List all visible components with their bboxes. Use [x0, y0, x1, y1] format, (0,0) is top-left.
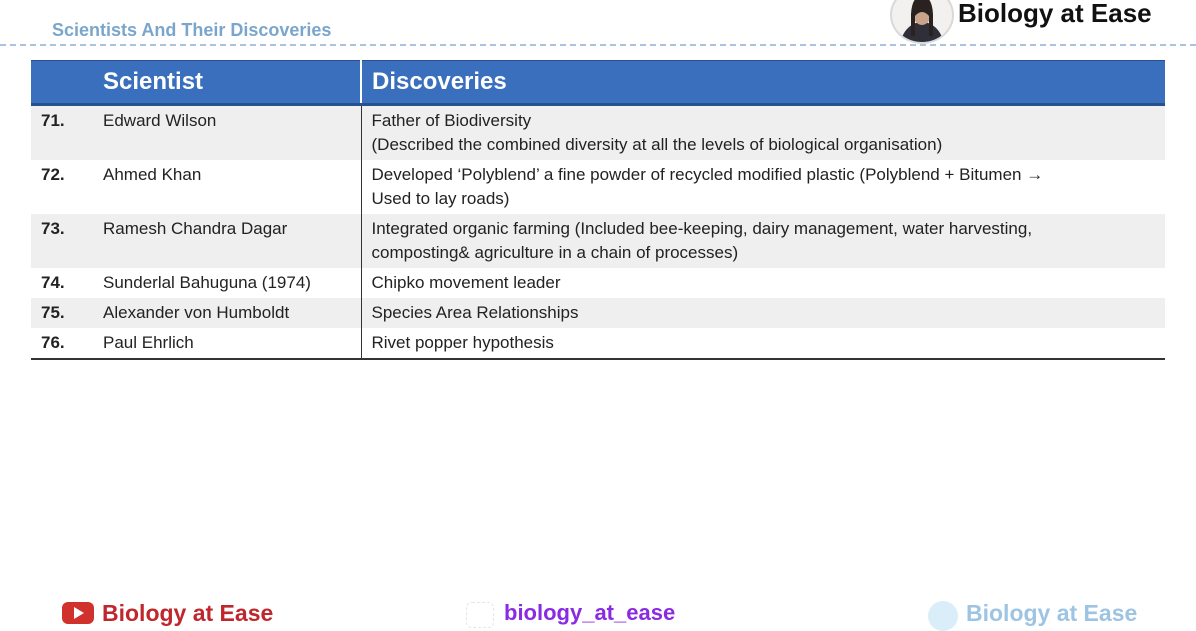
discovery-line: Father of Biodiversity: [371, 111, 532, 130]
dashed-divider: [0, 44, 1196, 46]
presenter-avatar: [890, 0, 954, 44]
discovery-cell: [361, 328, 1165, 359]
discovery-line: Used to lay roads): [371, 189, 510, 208]
table-row: [31, 268, 1165, 298]
row-number: 73.: [31, 214, 93, 268]
row-number: 75.: [31, 298, 93, 328]
youtube-icon[interactable]: [62, 602, 94, 624]
discovery-line: Developed ‘Polyblend’ a fine powder of recycled modified plastic (Polyblend + Bitumen →: [371, 165, 1044, 184]
telegram-channel-link[interactable]: Biology at Ease: [966, 600, 1138, 626]
table-row: [31, 214, 1165, 268]
discovery-line: (Described the combined diversity at all the levels of biological organisation): [371, 135, 943, 154]
table-row: [31, 298, 1165, 328]
scientist-name: Sunderlal Bahuguna (1974): [93, 268, 361, 298]
header-scientist: Scientist: [93, 61, 361, 105]
table-row: [31, 160, 1165, 214]
discovery-line: composting& agriculture in a chain of processes): [371, 243, 739, 262]
discovery-line: Integrated organic farming (Included bee-keeping, dairy management, water harvesting,: [371, 219, 1033, 238]
row-number: 72.: [41, 165, 65, 184]
discovery-line: Rivet popper hypothesis: [371, 333, 554, 352]
row-number: 76.: [31, 328, 93, 359]
row-number: 74.: [41, 273, 65, 292]
instagram-icon[interactable]: [466, 602, 494, 628]
instagram-handle-link[interactable]: biology_at_ease: [504, 600, 676, 625]
scientist-name: Ahmed Khan: [93, 160, 361, 214]
discovery-cell: [361, 105, 1165, 161]
brand-title: Biology at Ease: [958, 0, 1152, 28]
discovery-cell: [361, 298, 1165, 328]
header-discoveries: Discoveries: [361, 61, 1165, 105]
discovery-cell: [361, 160, 1165, 214]
discovery-line: Chipko movement leader: [371, 273, 561, 292]
discovery-cell: [361, 214, 1165, 268]
youtube-channel-link[interactable]: Biology at Ease: [102, 600, 274, 626]
discovery-cell: [361, 268, 1165, 298]
scientist-name: Paul Ehrlich: [93, 328, 361, 359]
table-row: [31, 328, 1165, 359]
telegram-icon[interactable]: [928, 601, 958, 631]
table-row: [31, 105, 1165, 161]
scientists-table: [31, 60, 1165, 360]
slide-title: Scientists And Their Discoveries: [52, 20, 332, 40]
discovery-line: Species Area Relationships: [371, 303, 579, 322]
row-number: 71.: [31, 105, 93, 161]
header-number: [31, 61, 93, 105]
scientist-name: Edward Wilson: [93, 105, 361, 161]
table-header-row: [31, 61, 1165, 105]
scientist-name: Ramesh Chandra Dagar: [93, 214, 361, 268]
scientist-name: Alexander von Humboldt: [93, 298, 361, 328]
